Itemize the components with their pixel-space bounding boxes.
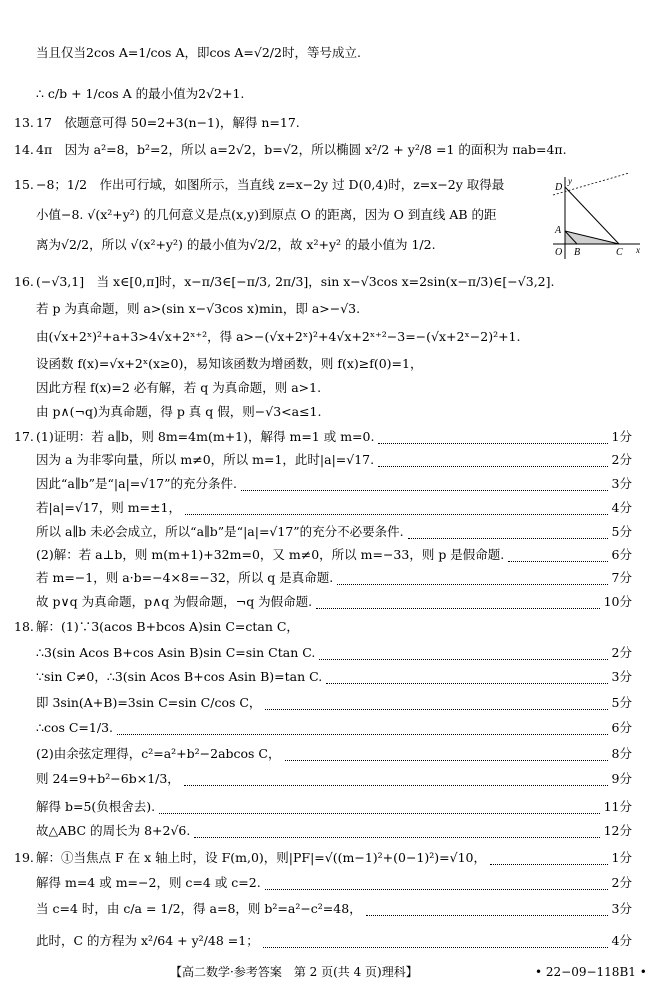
answer-line bbox=[0, 773, 653, 793]
answer-text: 当且仅当2cos A=1/cos A，即cos A=√2/2时，等号成立. bbox=[36, 45, 361, 60]
answer-line bbox=[0, 549, 653, 569]
dotted-leader bbox=[159, 801, 600, 814]
dotted-leader bbox=[319, 647, 608, 660]
answer-line bbox=[0, 431, 653, 451]
answer-line bbox=[0, 276, 653, 296]
dotted-objective-line bbox=[553, 173, 643, 195]
answer-text: ∴cos C=1/3. bbox=[36, 720, 113, 735]
dotted-leader bbox=[117, 722, 608, 735]
answer-line bbox=[0, 47, 653, 67]
label-c: C bbox=[616, 247, 623, 258]
answer-text: 解得 b=5(负根舍去). bbox=[36, 799, 156, 814]
answer-text: (2)由余弦定理得，c²=a²+b²−2abcos C， bbox=[36, 746, 281, 761]
footer-code: • 22−09−118B1 • bbox=[535, 965, 647, 979]
answer-line bbox=[0, 331, 653, 351]
dotted-leader bbox=[366, 903, 608, 916]
score-label: 3分 bbox=[611, 901, 632, 916]
answer-text: 因此方程 f(x)=2 必有解，若 q 为真命题，则 a>1. bbox=[36, 380, 322, 395]
answer-text: (−√3,1] 当 x∈[0,π]时，x−π/3∈[−π/3, 2π/3]，sin x−√3cos x=2sin(x−π/3)∈[−√3,2]. bbox=[36, 274, 555, 289]
score-label: 1分 bbox=[611, 850, 632, 865]
question-number: 17. bbox=[14, 429, 34, 444]
score-label: 5分 bbox=[611, 524, 632, 539]
answer-text: 当 c=4 时，由 c/a = 1/2，得 a=8，则 b²=a²−c²=48， bbox=[36, 901, 362, 916]
answer-line bbox=[0, 621, 653, 641]
answer-line bbox=[0, 88, 653, 108]
score-label: 8分 bbox=[611, 746, 632, 761]
label-o: O bbox=[555, 247, 563, 258]
answer-text: 若 p 为真命题，则 a>(sin x−√3cos x)min，即 a>−√3. bbox=[36, 301, 361, 316]
score-label: 5分 bbox=[611, 695, 632, 710]
dotted-leader bbox=[316, 596, 600, 609]
answer-line bbox=[0, 454, 653, 474]
dotted-leader bbox=[378, 431, 608, 444]
label-x: x bbox=[636, 245, 640, 255]
dotted-leader bbox=[263, 935, 608, 948]
answer-line bbox=[0, 406, 653, 426]
answer-line bbox=[0, 144, 653, 164]
score-label: 6分 bbox=[611, 547, 632, 562]
answer-line bbox=[0, 647, 653, 667]
answer-line bbox=[0, 502, 653, 522]
score-label: 2分 bbox=[611, 645, 632, 660]
answer-text: 小值−8. √(x²+y²) 的几何意义是点(x,y)到原点 O 的距离，因为 O 到直线 AB 的距 bbox=[36, 207, 497, 222]
answer-line bbox=[0, 722, 653, 742]
score-label: 12分 bbox=[603, 823, 632, 838]
answer-line bbox=[0, 748, 653, 768]
answer-text: 解：①当焦点 F 在 x 轴上时，设 F(m,0)，则|PF|=√((m−1)²+(0−1)²)=√10， bbox=[36, 850, 487, 865]
answer-line bbox=[0, 935, 653, 955]
dotted-leader bbox=[241, 478, 608, 491]
dotted-leader bbox=[490, 852, 608, 865]
answer-line bbox=[0, 358, 653, 378]
answer-line bbox=[0, 671, 653, 691]
answer-line bbox=[0, 697, 653, 717]
dotted-leader bbox=[285, 748, 608, 761]
dotted-leader bbox=[265, 697, 608, 710]
feasible-region-diagram bbox=[545, 173, 645, 261]
answer-line bbox=[0, 303, 653, 323]
answer-line bbox=[0, 478, 653, 498]
answer-line bbox=[0, 596, 653, 616]
label-y: y bbox=[568, 176, 572, 186]
question-number: 18. bbox=[14, 619, 34, 634]
question-number: 19. bbox=[14, 850, 34, 865]
dotted-leader bbox=[265, 877, 608, 890]
answer-text: 4π 因为 a²=8，b²=2，所以 a=2√2，b=√2，所以椭圆 x²/2 + y²/8 =1 的面积为 πab=4π. bbox=[36, 142, 567, 157]
score-label: 11分 bbox=[603, 799, 632, 814]
page-footer bbox=[0, 966, 653, 986]
answer-text: 设函数 f(x)=√x+2ˣ(x≥0)，易知该函数为增函数，则 f(x)≥f(0)=1， bbox=[36, 356, 423, 371]
score-label: 9分 bbox=[611, 771, 632, 786]
answer-text: 因为 a 为非零向量，所以 m≠0，所以 m=1，此时|a|=√17. bbox=[36, 452, 375, 467]
label-d: D bbox=[555, 182, 563, 193]
answer-text: (2)解：若 a⊥b，则 m(m+1)+32m=0，又 m≠0，所以 m=−33，则 p 是假命题. bbox=[36, 547, 505, 562]
score-label: 6分 bbox=[611, 720, 632, 735]
answer-text: 17 依题意可得 50=2+3(n−1)，解得 n=17. bbox=[36, 115, 300, 130]
label-b: B bbox=[574, 247, 581, 258]
score-label: 2分 bbox=[611, 875, 632, 890]
answer-text: 由(√x+2ˣ)²+a+3>4√x+2ˣ⁺²，得 a>−(√x+2ˣ)²+4√x+2ˣ⁺²−3=−(√x+2ˣ−2)²+1. bbox=[36, 329, 521, 344]
footer-title: 【高二数学·参考答案 第 2 页(共 4 页)理科】 bbox=[170, 965, 418, 979]
answer-text: 解：(1)∵3(acos B+bcos A)sin C=ctan C， bbox=[36, 619, 299, 634]
answer-text: 即 3sin(A+B)=3sin C=sin C/cos C， bbox=[36, 695, 262, 710]
dotted-leader bbox=[378, 454, 608, 467]
dotted-leader bbox=[337, 572, 608, 585]
answer-text: 由 p∧(¬q)为真命题，得 p 真 q 假，则−√3<a≤1. bbox=[36, 404, 322, 419]
dotted-leader bbox=[408, 526, 608, 539]
answer-text: 所以 a∥b 未必会成立，所以“a∥b”是“|a|=√17”的充分不必要条件. bbox=[36, 524, 404, 539]
answer-line bbox=[0, 903, 653, 923]
answer-line bbox=[0, 572, 653, 592]
answer-text: 离为√2/2，所以 √(x²+y²) 的最小值为√2/2，故 x²+y² 的最小值为 1/2. bbox=[36, 237, 436, 252]
dotted-leader bbox=[326, 671, 608, 684]
answer-text: 故△ABC 的周长为 8+2√6. bbox=[36, 823, 191, 838]
dotted-leader bbox=[508, 549, 608, 562]
answer-text: 解得 m=4 或 m=−2，则 c=4 或 c=2. bbox=[36, 875, 261, 890]
answer-text: ∵sin C≠0，∴3(sin Acos B+cos Asin B)=tan C. bbox=[36, 669, 323, 684]
answer-line bbox=[0, 382, 653, 402]
question-number: 15. bbox=[14, 177, 34, 192]
answer-line bbox=[0, 877, 653, 897]
answer-line bbox=[0, 117, 653, 137]
score-label: 7分 bbox=[611, 570, 632, 585]
answer-text: 此时，C 的方程为 x²/64 + y²/48 =1； bbox=[36, 933, 259, 948]
score-label: 3分 bbox=[611, 669, 632, 684]
question-number: 14. bbox=[14, 142, 34, 157]
dotted-leader bbox=[185, 502, 608, 515]
answer-text: (1)证明：若 a∥b，则 8m=4m(m+1)，解得 m=1 或 m=0. bbox=[36, 429, 375, 444]
score-label: 1分 bbox=[611, 429, 632, 444]
answer-text: 因此“a∥b”是“|a|=√17”的充分条件. bbox=[36, 476, 237, 491]
answer-text: 则 24=9+b²−6b×1/3， bbox=[36, 771, 180, 786]
score-label: 10分 bbox=[603, 594, 632, 609]
score-label: 4分 bbox=[611, 500, 632, 515]
label-a: A bbox=[555, 225, 562, 236]
dotted-leader bbox=[194, 825, 600, 838]
answer-text: ∴3(sin Acos B+cos Asin B)sin C=sin Ctan C. bbox=[36, 645, 316, 660]
answer-text: 若|a|=√17，则 m=±1， bbox=[36, 500, 181, 515]
answer-text: ∴ c/b + 1/cos A 的最小值为2√2+1. bbox=[36, 86, 245, 101]
question-number: 16. bbox=[14, 274, 34, 289]
answer-line bbox=[0, 825, 653, 845]
question-number: 13. bbox=[14, 115, 34, 130]
answer-line bbox=[0, 852, 653, 872]
answer-text: 若 m=−1，则 a·b=−4×8=−32，所以 q 是真命题. bbox=[36, 570, 334, 585]
score-label: 2分 bbox=[611, 452, 632, 467]
answer-text: 故 p∨q 为真命题，p∧q 为假命题，¬q 为假命题. bbox=[36, 594, 313, 609]
answer-line bbox=[0, 526, 653, 546]
score-label: 3分 bbox=[611, 476, 632, 491]
score-label: 4分 bbox=[611, 933, 632, 948]
answer-text: −8；1/2 作出可行域，如图所示，当直线 z=x−2y 过 D(0,4)时，z=x−2y 取得最 bbox=[36, 177, 505, 192]
answer-line bbox=[0, 801, 653, 821]
dotted-leader bbox=[184, 773, 608, 786]
